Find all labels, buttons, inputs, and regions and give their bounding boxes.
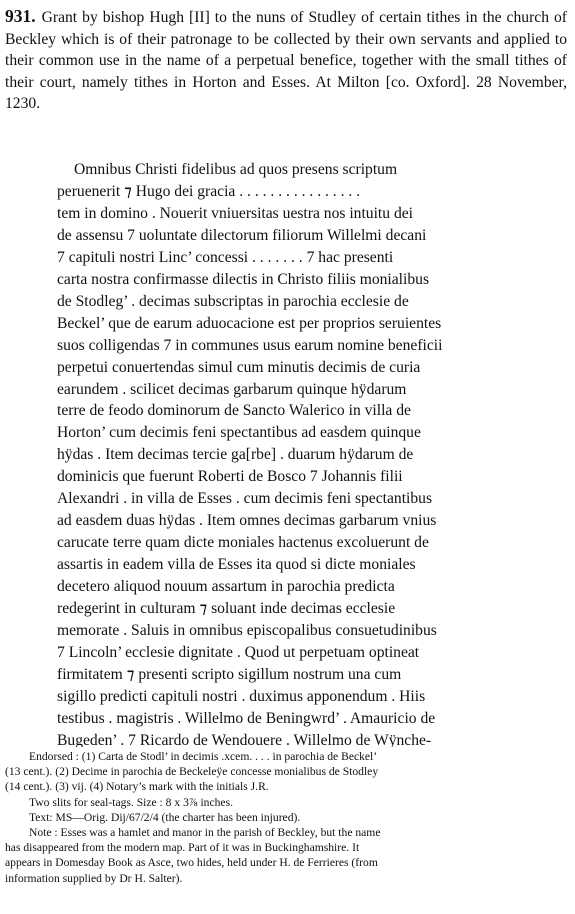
note-line: (14 cent.). (3) vij. (4) Notary’s mark with the initials J.R. bbox=[5, 780, 269, 794]
charter-line: assartis in eadem villa de Esses ita quod si dicte moniales bbox=[57, 556, 416, 574]
charter-line: hÿdas . Item decimas tercie ga[rbe] . duarum hÿdarum de bbox=[57, 446, 414, 464]
note-line: Endorsed : (1) Carta de Stodl’ in decimis .xcem. . . . in parochia de Beckel’ bbox=[29, 750, 378, 763]
note-line: has disappeared from the modern map. Part of it was in Buckinghamshire. It bbox=[5, 841, 360, 855]
entry-summary: Grant by bishop Hugh [II] to the nuns of Studley of certain tithes in the church of Beckley which is of their patronage to be collected by their own servants and applied to their common use in the name of a perpetual benefice, together with the small tithes of their court, namely tithes in Horton and Esses. At Milton [co. Oxford]. 28 November, 1230. bbox=[5, 9, 567, 112]
charter-line: earundem . scilicet decimas garbarum quinque hÿdarum bbox=[57, 380, 407, 398]
note-line: Note : Esses was a hamlet and manor in the parish of Beckley, but the name bbox=[29, 826, 381, 840]
charter-line: ad easdem duas hÿdas . Item omnes decimas garbarum vnius bbox=[57, 512, 437, 530]
charter-line: 7 capituli nostri Linc’ concessi . . . . . . . 7 hac presenti bbox=[57, 248, 394, 266]
charter-line: suos colligendas 7 in communes usus earum nomine beneficii bbox=[57, 336, 443, 354]
charter-line: 7 Lincoln’ ecclesie dignitate . Quod ut perpetuam optineat bbox=[57, 643, 420, 661]
charter-line: peruenerit ⁊ Hugo dei gracia . . . . . . . . . . . . . . . . bbox=[57, 182, 361, 200]
charter-line: tem in domino . Nouerit vniuersitas uestra nos intuitu dei bbox=[57, 204, 414, 222]
charter-line: testibus . magistris . Willelmo de Beningwrd’ . Amauricio de bbox=[57, 709, 436, 727]
charter-line: firmitatem ⁊ presenti scripto sigillum nostrum una cum bbox=[57, 665, 402, 683]
charter-line: carucate terre quam dicte moniales hactenus excoluerunt de bbox=[57, 534, 429, 552]
charter-line: de Stodleg’ . decimas subscriptas in parochia ecclesie de bbox=[57, 292, 409, 310]
entry-summary-paragraph bbox=[5, 6, 567, 159]
charter-line: perpetui conuertendas simul cum minutis decimis de curia bbox=[57, 358, 421, 376]
charter-line: de assensu 7 uoluntate dilectorum filiorum Willelmi decani bbox=[57, 226, 427, 244]
charter-line: dominicis que fuerunt Roberti de Bosco 7 Johannis filii bbox=[57, 468, 403, 486]
charter-line: memorate . Saluis in omnibus episcopalibus consuetudinibus bbox=[57, 622, 437, 640]
charter-line: Omnibus Christi fidelibus ad quos presens scriptum bbox=[74, 161, 398, 178]
charter-line: Horton’ cum decimis feni spectantibus ad easdem quinque bbox=[57, 424, 421, 442]
charter-line: terre de feodo dominorum de Sancto Walerico in villa de bbox=[57, 402, 411, 420]
note-line: Two slits for seal-tags. Size : 8 x 3⅞ inches. bbox=[29, 795, 233, 809]
charter-line: Bugeden’ . 7 Ricardo de Wendouere . Willelmo de Wÿnche- bbox=[57, 731, 432, 747]
charter-line: Beckel’ que de earum aduocacione est per proprios seruientes bbox=[57, 314, 442, 332]
charter-line: Alexandri . in villa de Esses . cum decimis feni spectantibus bbox=[57, 490, 433, 508]
note-line: (13 cent.). (2) Decime in parochia de Beckeleÿe concesse monialibus de Stodley bbox=[5, 765, 379, 779]
note-line: appears in Domesday Book as Asce, two hides, held under H. de Ferrieres (from bbox=[5, 856, 378, 870]
charter-text bbox=[57, 159, 567, 747]
footnotes bbox=[5, 749, 567, 886]
note-line: information supplied by Dr H. Salter). bbox=[5, 871, 183, 885]
charter-line: sigillo predicti capituli nostri . duximus apponendum . Hiis bbox=[57, 687, 426, 705]
charter-line: decetero aliquod nouum assartum in parochia predicta bbox=[57, 578, 395, 596]
charter-line: redegerint in culturam ⁊ soluant inde decimas ecclesie bbox=[57, 600, 396, 618]
entry-number: 931. bbox=[5, 6, 36, 26]
note-line: Text: MS—Orig. Dij/67/2/4 (the charter has been injured). bbox=[29, 810, 301, 824]
charter-line: carta nostra confirmasse dilectis in Christo filiis monialibus bbox=[57, 270, 430, 288]
